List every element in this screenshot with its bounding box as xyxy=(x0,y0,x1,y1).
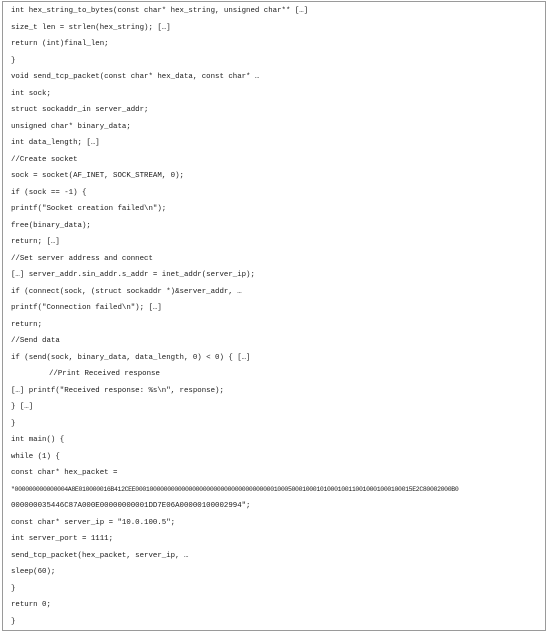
code-line-8: unsigned char* binary_data; xyxy=(11,123,131,131)
code-line-38: } xyxy=(11,618,16,626)
code-line-31: 000000035446C87A000E00000000001DD7E06A00000100002994"; xyxy=(11,502,251,510)
code-line-3: return (int)final_len; xyxy=(11,40,109,48)
code-listing-frame xyxy=(2,1,546,631)
code-line-14: free(binary_data); xyxy=(11,222,91,230)
code-line-30: "000000000000004A8E010000016B412CEE000100000000000000000000000000000000000100050001000101000100110010001000100015E2C80002000B0 xyxy=(11,486,459,493)
code-line-26: } xyxy=(11,420,16,428)
code-line-19: printf("Connection failed\n"); […] xyxy=(11,304,162,312)
code-line-29: const char* hex_packet = xyxy=(11,469,118,477)
code-line-13: printf("Socket creation failed\n"); xyxy=(11,205,167,213)
code-line-23: //Print Received response xyxy=(49,370,160,378)
code-line-24: […] printf("Received response: %s\n", response); xyxy=(11,387,224,395)
code-line-28: while (1) { xyxy=(11,453,60,461)
code-line-10: //Create socket xyxy=(11,156,78,164)
code-line-7: struct sockaddr_in server_addr; xyxy=(11,106,149,114)
code-block xyxy=(3,2,545,630)
code-line-20: return; xyxy=(11,321,43,329)
code-line-18: if (connect(sock, (struct sockaddr *)&server_addr, … xyxy=(11,288,242,296)
code-line-37: return 0; xyxy=(11,601,51,609)
code-line-25: } […] xyxy=(11,403,34,411)
code-line-2: size_t len = strlen(hex_string); […] xyxy=(11,24,171,32)
code-line-27: int main() { xyxy=(11,436,65,444)
code-line-36: } xyxy=(11,585,16,593)
code-line-22: if (send(sock, binary_data, data_length, 0) < 0) { […] xyxy=(11,354,251,362)
code-line-33: int server_port = 1111; xyxy=(11,535,114,543)
code-line-17: […] server_addr.sin_addr.s_addr = inet_addr(server_ip); xyxy=(11,271,255,279)
code-line-4: } xyxy=(11,57,16,65)
code-line-11: sock = socket(AF_INET, SOCK_STREAM, 0); xyxy=(11,172,184,180)
code-line-16: //Set server address and connect xyxy=(11,255,153,263)
code-line-21: //Send data xyxy=(11,337,60,345)
code-line-1: int hex_string_to_bytes(const char* hex_string, unsigned char** […] xyxy=(11,7,309,15)
code-line-12: if (sock == -1) { xyxy=(11,189,87,197)
code-line-6: int sock; xyxy=(11,90,51,98)
code-line-5: void send_tcp_packet(const char* hex_data, const char* … xyxy=(11,73,260,81)
code-line-35: sleep(60); xyxy=(11,568,56,576)
code-line-34: send_tcp_packet(hex_packet, server_ip, … xyxy=(11,552,189,560)
code-line-32: const char* server_ip = "10.0.100.5"; xyxy=(11,519,176,527)
code-line-15: return; […] xyxy=(11,238,60,246)
code-line-9: int data_length; […] xyxy=(11,139,100,147)
